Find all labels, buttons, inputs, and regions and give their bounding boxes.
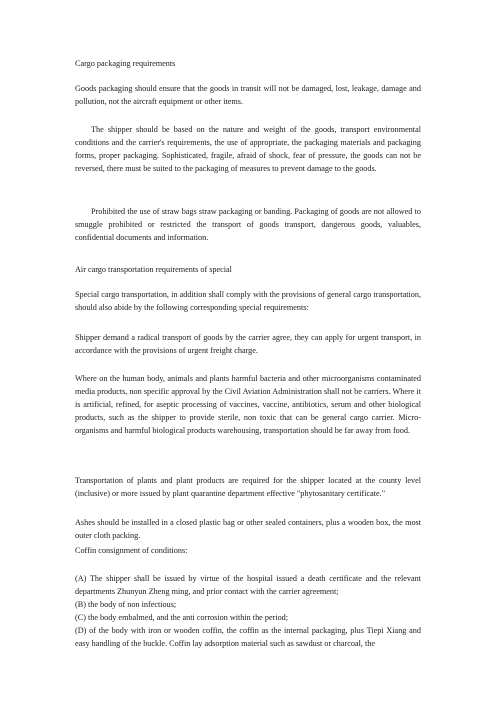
condition-item: (D) of the body with iron or wooden coffin, the coffin as the internal packaging, plus Tiepi Xiang and easy handling of the buckle. Coffin lay adsorption material such as sawdust or charcoal, the bbox=[75, 626, 421, 648]
paragraph: Ashes should be installed in a closed plastic bag or other sealed containers, plus a wooden box, the most outer cloth packing. bbox=[75, 518, 421, 540]
section-heading-packaging: Cargo packaging requirements bbox=[75, 59, 176, 68]
condition-item: (A) The shipper shall be issued by virtue of the hospital issued a death certificate and the relevant departments Zhunyun Zheng ming, and prior contact with the carrier agreement; bbox=[75, 574, 421, 596]
coffin-heading: Coffin consignment of conditions: bbox=[75, 546, 188, 555]
paragraph: Goods packaging should ensure that the goods in transit will not be damaged, lost, leakage, damage and pollution, not the aircraft equipment or other items. bbox=[75, 84, 421, 106]
section-heading-special: Air cargo transportation requirements of special bbox=[75, 265, 232, 274]
paragraph: Where on the human body, animals and plants harmful bacteria and other microorganisms contaminated media products, non specific approval by the Civil Aviation Administration shall not be carriers. Where it is artificial, refined, for aseptic processing of vaccines, vaccine, antibiotics, serum and other biological products, such as the shipper to provide sterile, non toxic that can be general cargo carrier. Micro-organisms and harmful biological products warehousing, transportation should be far away from food. bbox=[75, 374, 421, 435]
condition-item: (B) the body of non infectious; bbox=[75, 600, 177, 609]
paragraph: Prohibited the use of straw bags straw packaging or banding. Packaging of goods are not allowed to smuggle prohibited or restricted the transport of goods transport, dangerous goods, valuables, confidential documents and information. bbox=[75, 207, 421, 242]
paragraph: The shipper should be based on the nature and weight of the goods, transport environmental conditions and the carrier's requirements, the use of appropriate, the packaging materials and packaging forms, proper packaging. Sophisticated, fragile, afraid of shock, fear of pressure, the goods can not be reversed, there must be suited to the packaging of measures to prevent damage to the goods. bbox=[75, 125, 421, 173]
paragraph: Shipper demand a radical transport of goods by the carrier agree, they can apply for urgent transport, in accordance with the provisions of urgent freight charge. bbox=[75, 333, 421, 355]
condition-item: (C) the body embalmed, and the anti corrosion within the period; bbox=[75, 613, 289, 622]
paragraph: Transportation of plants and plant products are required for the shipper located at the county level (inclusive) or more issued by plant quarantine department effective "phytosanitary certificate." bbox=[75, 476, 421, 498]
paragraph: Special cargo transportation, in addition shall comply with the provisions of general cargo transportation, should also abide by the following corresponding special requirements: bbox=[75, 290, 421, 312]
